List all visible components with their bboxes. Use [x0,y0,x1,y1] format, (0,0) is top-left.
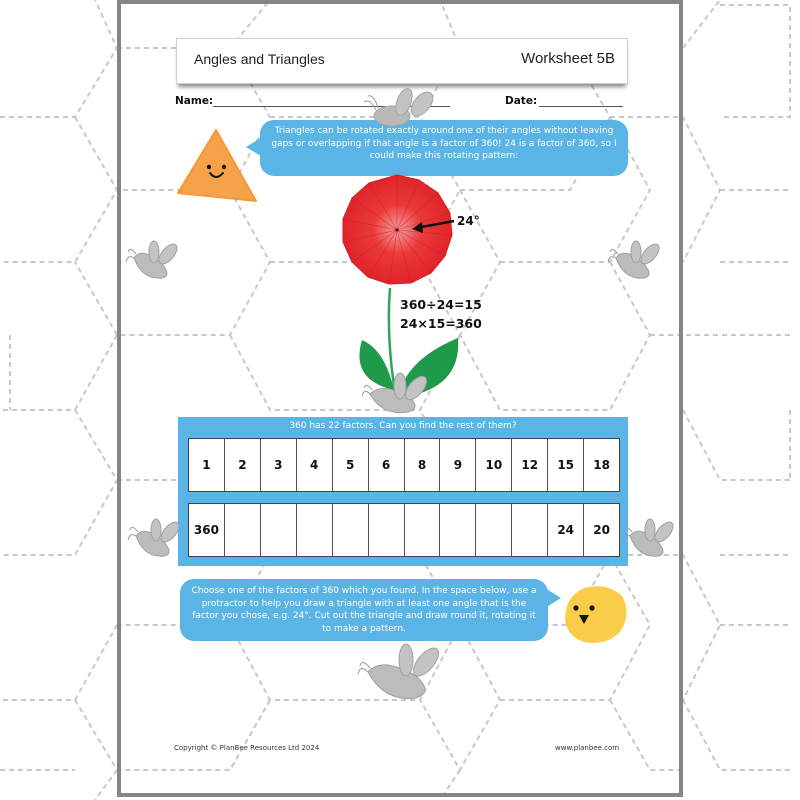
factor-cell: 3 [261,439,297,491]
factor-cell: 1 [189,439,225,491]
factor-answer-cell[interactable] [512,504,548,556]
factor-answer-cell[interactable] [261,504,297,556]
bee-icon [362,88,434,136]
bee-icon [124,514,184,558]
factor-answer-cell[interactable] [405,504,441,556]
bubble-tail-icon [545,588,561,608]
worksheet-title: Angles and Triangles [194,51,325,67]
factor-answer-cell[interactable] [440,504,476,556]
date-input-line[interactable] [539,106,623,107]
instruction-speech-bubble [180,579,548,641]
date-label: Date: [505,95,538,107]
factor-cell: 9 [440,439,476,491]
bee-icon [618,514,678,558]
factor-cell: 6 [369,439,405,491]
intro-speech-bubble [260,120,628,176]
factor-cell: 8 [405,439,441,491]
factors-panel [178,417,628,566]
title-banner [176,38,628,84]
bee-icon [360,368,436,416]
factor-cell: 4 [297,439,333,491]
factor-cell: 5 [333,439,369,491]
factor-cell: 10 [476,439,512,491]
multiplication-equation: 24×15=360 [400,316,482,331]
factor-answer-cell[interactable] [225,504,261,556]
factor-answer-cell[interactable] [476,504,512,556]
factor-row-top [188,438,620,492]
factor-cell: 2 [225,439,261,491]
factor-cell: 360 [189,504,225,556]
website-link[interactable]: www.planbee.com [555,744,620,752]
factor-cell: 18 [593,458,610,472]
bee-icon [122,236,182,280]
factor-answer-cell[interactable] [369,504,405,556]
factor-answer-cell[interactable] [297,504,333,556]
division-equation: 360÷24=15 [400,297,482,312]
factor-row-bottom [188,503,620,557]
factor-cell: 20 [593,523,610,537]
factor-cell: 12 [512,439,548,491]
bee-icon [604,236,664,280]
intro-bubble-text: Triangles can be rotated exactly around one of their angles without leaving gaps or overlapping if that angle is a factor of 360! 24 is a factor of 360, so I could make this rotating pattern: [271,126,617,161]
factor-answer-cell[interactable] [333,504,369,556]
copyright-text: Copyright © PlanBee Resources Ltd 2024 [174,744,320,752]
bubble-tail-icon [246,136,264,158]
instruction-bubble-text: Choose one of the factors of 360 which you found. In the space below, use a protractor to help you draw a triangle with at least one angle that is the factor you chose, e.g. 24°. Cut out the triangle and draw round it, rotating it to make a pattern. [191,586,537,634]
factors-heading: 360 has 22 factors. Can you find the rest of them? [289,421,517,431]
blob-character-icon [562,584,630,646]
factor-cell: 24 [548,504,584,556]
worksheet-number: Worksheet 5B [521,50,615,67]
angle-label: 24° [457,214,480,228]
name-label: Name: [175,95,214,107]
bee-icon [354,640,444,702]
factor-cell: 15 [548,439,584,491]
